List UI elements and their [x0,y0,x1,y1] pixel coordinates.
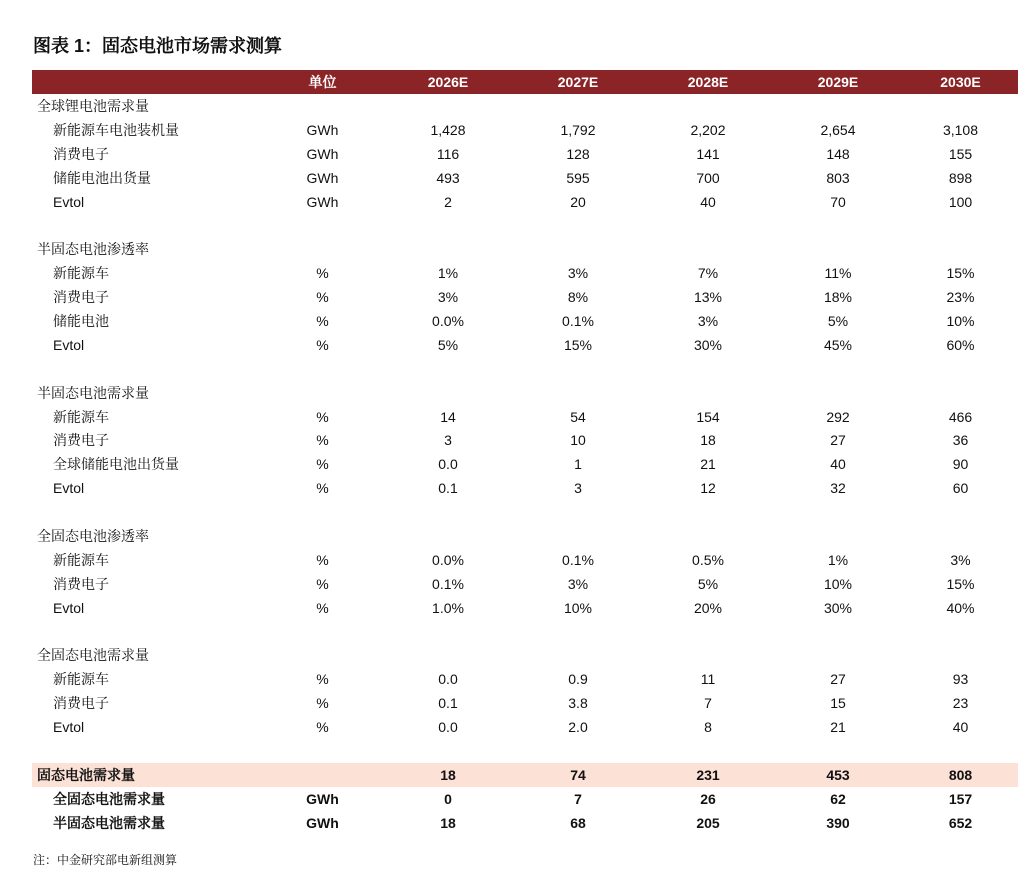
row-value: 8% [567,289,589,306]
row-value: 100 [948,193,973,210]
table-row-blank [32,213,1018,237]
row-value: 10% [823,575,853,592]
row-value: 0.0% [432,312,464,329]
row-unit: % [316,336,329,353]
row-value: 3% [437,289,459,306]
row-value: 3% [567,575,589,592]
row-value: 2.0 [568,719,588,736]
header-year: 2026E [427,74,469,90]
row-value: 21 [700,456,716,473]
row-value: 2,202 [690,121,726,138]
row-value: 93 [952,671,969,688]
row-value: 652 [948,814,973,831]
row-value: 27 [830,671,846,688]
row-value: 155 [948,145,973,162]
row-unit: % [316,312,329,329]
row-value: 466 [948,408,973,425]
row-value: 116 [436,145,460,162]
table-row-item [32,548,1018,572]
row-value: 1,792 [560,121,596,138]
row-unit: % [316,719,329,736]
row-value: 74 [570,766,586,783]
row-value: 0.1 [438,480,458,497]
row-value: 20% [693,599,723,616]
row-value: 0.1 [438,695,458,712]
row-value: 11 [700,671,716,688]
row-value: 32 [830,480,846,497]
row-label: 新能源车 [53,551,109,568]
row-value: 30% [693,336,723,353]
row-value: 10% [946,312,975,329]
row-unit: % [316,265,329,282]
row-value: 45% [823,336,853,353]
row-value: 62 [830,790,846,807]
row-value: 0.0% [432,551,464,568]
row-value: 27 [830,432,846,449]
row-value: 7 [704,695,712,712]
header-unit: 单位 [308,74,337,90]
row-value: 0.9 [568,671,588,688]
row-value: 154 [696,408,720,425]
row-value: 20 [570,193,586,210]
row-value: 26 [700,790,716,807]
table-row-item [32,476,1018,500]
row-value: 3.8 [568,695,588,712]
row-unit: GWh [306,790,339,807]
table-body [32,94,1018,835]
row-value: 36 [952,432,969,449]
row-value: 1% [437,265,459,282]
row-value: 493 [436,169,460,186]
table-row-item [32,142,1018,166]
table-row-group [32,237,1018,261]
row-value: 40 [700,193,716,210]
row-value: 0.0 [438,456,458,473]
row-value: 60 [952,480,969,497]
table-row-group [32,381,1018,405]
row-value: 40 [830,456,846,473]
row-value: 3% [697,312,719,329]
row-value: 292 [826,408,850,425]
row-value: 18% [823,289,853,306]
row-unit: % [316,456,329,473]
table-row-blank [32,620,1018,644]
row-label: 新能源车 [53,671,109,688]
row-label: 消费电子 [53,145,109,162]
row-value: 141 [696,145,720,162]
row-value: 128 [566,145,590,162]
row-label: 储能电池 [53,312,109,329]
row-label: 新能源车 [53,408,109,425]
table-row-group [32,94,1018,118]
row-label: 半固态电池渗透率 [37,241,149,258]
row-value: 3% [950,551,971,568]
row-value: 8 [704,719,712,736]
row-value: 0.0 [438,719,458,736]
row-value: 898 [948,169,973,186]
row-value: 0.5% [692,551,724,568]
row-value: 10 [570,432,586,449]
row-value: 1.0% [432,599,464,616]
row-value: 30% [823,599,853,616]
table-row-item [32,118,1018,142]
row-unit: GWh [306,193,339,210]
row-value: 40% [946,599,975,616]
row-value: 15% [563,336,593,353]
source-note: 注：中金研究部电新组测算 [33,853,178,867]
row-value: 21 [830,719,846,736]
row-value: 13% [693,289,723,306]
row-value: 23 [952,695,969,712]
row-value: 10% [563,599,593,616]
row-value: 68 [570,814,586,831]
row-value: 2 [444,193,452,210]
row-label: 消费电子 [53,575,109,592]
row-value: 18 [440,814,456,831]
table-row-item [32,166,1018,190]
row-unit: GWh [306,169,339,186]
row-unit: % [316,480,329,497]
row-value: 1,428 [430,121,466,138]
row-value: 231 [696,766,720,783]
row-value: 453 [826,766,850,783]
row-unit: GWh [306,145,339,162]
table-row-item [32,190,1018,214]
header-year: 2030E [940,74,981,90]
table-row-item [32,261,1018,285]
row-unit: % [316,551,329,568]
table-row-item [32,691,1018,715]
row-unit: % [316,289,329,306]
row-unit: % [316,671,329,688]
row-value: 23% [946,289,975,306]
row-value: 7 [574,790,582,807]
row-value: 15 [830,695,846,712]
table-row-item [32,405,1018,429]
row-value: 90 [952,456,969,473]
table-row-item [32,667,1018,691]
row-label: 全球锂电池需求量 [37,97,149,114]
table-row-total [32,763,1018,787]
row-value: 3,108 [942,121,979,138]
row-value: 148 [826,145,850,162]
row-label: 储能电池出货量 [53,169,151,186]
row-label: 全固态电池需求量 [53,790,165,807]
row-label: 固态电池需求量 [37,766,135,783]
row-value: 157 [948,790,973,807]
figure-title: 图表 1：固态电池市场需求测算 [33,36,283,56]
row-unit: % [316,432,329,449]
table-row-sub [32,787,1018,811]
row-value: 0.1% [562,551,594,568]
table-row-blank [32,357,1018,381]
header-year: 2029E [817,74,859,90]
row-value: 595 [566,169,590,186]
row-label: 新能源车电池装机量 [53,121,179,138]
row-value: 14 [440,408,456,425]
row-value: 205 [696,814,720,831]
row-value: 390 [826,814,850,831]
row-value: 3% [567,265,589,282]
row-label: Evtol [53,193,85,210]
row-unit: % [316,599,329,616]
row-unit: GWh [306,121,339,138]
row-value: 54 [570,408,586,425]
row-value: 18 [440,766,456,783]
row-value: 808 [948,766,973,783]
row-value: 60% [946,336,975,353]
row-value: 7% [697,265,719,282]
table-row-sub [32,811,1018,835]
row-label: Evtol [53,336,85,353]
table-row-item [32,572,1018,596]
row-value: 70 [830,193,846,210]
row-label: Evtol [53,599,85,616]
row-value: 0.1% [562,312,594,329]
row-label: 半固态电池需求量 [37,384,149,401]
table-row-item [32,596,1018,620]
row-label: Evtol [53,480,85,497]
row-value: 5% [437,336,459,353]
row-label: Evtol [53,719,85,736]
table-row-blank [32,500,1018,524]
table-row-item [32,309,1018,333]
table-row-item [32,452,1018,476]
row-label: 全球储能电池出货量 [53,456,179,473]
row-value: 803 [826,169,850,186]
row-unit: % [316,575,329,592]
row-label: 全固态电池渗透率 [37,527,149,544]
table-row-blank [32,739,1018,763]
row-value: 5% [827,312,849,329]
row-value: 15% [946,265,975,282]
row-value: 3 [574,480,582,497]
table-row-item [32,285,1018,309]
row-value: 40 [952,719,969,736]
row-label: 新能源车 [53,265,109,282]
row-value: 0 [444,790,452,807]
table-row-group [32,524,1018,548]
row-unit: GWh [306,814,339,831]
row-value: 1% [827,551,849,568]
table-row-item [32,428,1018,452]
header-year: 2028E [687,74,729,90]
row-label: 消费电子 [53,289,109,306]
table-row-item [32,333,1018,357]
row-value: 2,654 [820,121,856,138]
row-label: 消费电子 [53,695,109,712]
row-unit: % [316,695,329,712]
row-unit: % [316,408,329,425]
row-label: 消费电子 [53,432,109,449]
row-value: 12 [700,480,716,497]
header-year: 2027E [557,74,599,90]
row-value: 18 [700,432,716,449]
demand-table [32,70,1018,835]
row-value: 1 [574,456,582,473]
table-row-item [32,715,1018,739]
table-row-group [32,643,1018,667]
table-header [32,70,1018,94]
row-label: 半固态电池需求量 [53,814,165,831]
row-value: 0.0 [438,671,458,688]
row-value: 3 [444,432,452,449]
row-value: 0.1% [432,575,464,592]
row-value: 11% [824,265,852,282]
row-label: 全固态电池需求量 [37,647,149,664]
row-value: 15% [946,575,975,592]
row-value: 700 [696,169,720,186]
row-value: 5% [697,575,719,592]
